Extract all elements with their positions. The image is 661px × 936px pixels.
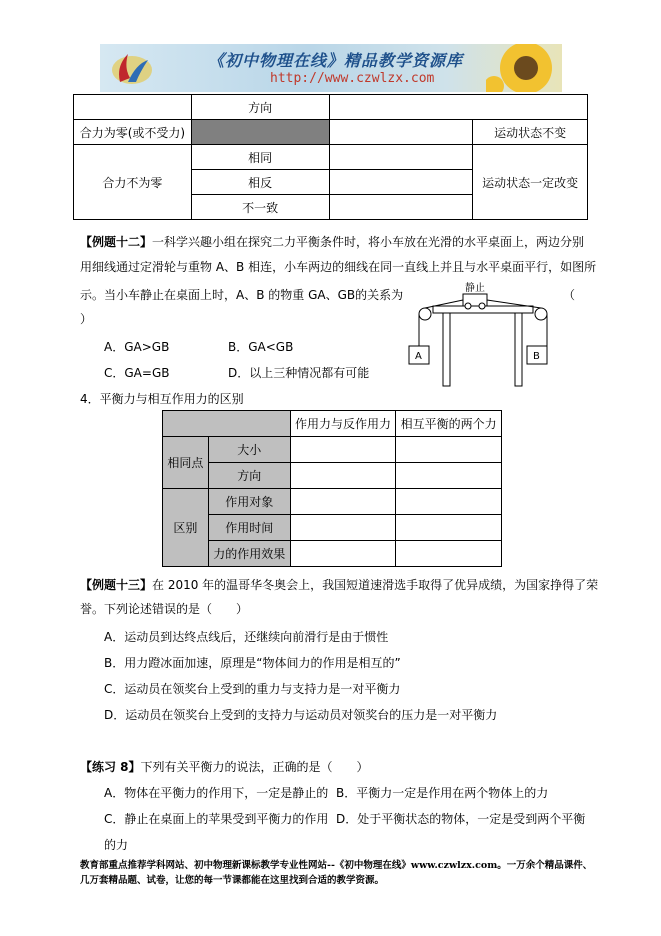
banner-title: 《初中物理在线》精品教学资源库: [208, 51, 464, 70]
section4-title: 4．平衡力与相互作用力的区别: [80, 392, 244, 406]
header-banner: [100, 44, 562, 92]
figure-weight-a: A: [415, 351, 422, 362]
nonzero-force-label: 合力不为零: [74, 145, 192, 220]
col-action-reaction: 作用力与反作用力: [290, 411, 396, 437]
empty-cell: [329, 95, 588, 120]
paren-open: （: [563, 288, 576, 302]
empty-cell: [329, 195, 473, 220]
figure-weight-b: B: [533, 351, 540, 362]
empty-cell: [290, 489, 396, 515]
dir-different: 不一致: [191, 195, 329, 220]
same-group-label: 相同点: [163, 437, 209, 489]
example12-option-b: B．GA<GB: [228, 340, 294, 354]
example12-option-a: A．GA>GB: [104, 340, 170, 354]
empty-cell: [290, 515, 396, 541]
sunflower-icon: [486, 44, 556, 92]
nonzero-force-result: 运动状态一定改变: [473, 145, 588, 220]
exercise8-option-d: D．处于平衡状态的物体，一定是受到两个平衡: [336, 812, 586, 826]
example13-option-d: D．运动员在领奖台上受到的支持力与运动员对领奖台的压力是一对平衡力: [104, 708, 498, 722]
empty-cell: [290, 463, 396, 489]
zero-force-result: 运动状态不变: [473, 120, 588, 145]
row-time: 作用时间: [208, 515, 290, 541]
example12-line2: 用细线通过定滑轮与重物 A、B 相连，小车两边的细线在同一直线上并且与水平桌面平行，如图所: [80, 260, 597, 274]
example12-option-d: D．以上三种情况都有可能: [228, 366, 370, 380]
net-force-table: [73, 94, 588, 220]
exercise8-option-a: A．物体在平衡力的作用下，一定是静止的: [104, 786, 329, 800]
empty-cell: [329, 145, 473, 170]
exercise8-option-d-cont: 的力: [104, 838, 129, 852]
dir-opposite: 相反: [191, 170, 329, 195]
row-direction: 方向: [208, 463, 290, 489]
example13-line1: 【例题十三】在 2010 年的温哥华冬奥会上，我国短道速滑选手取得了优异成绩，为国家挣得了荣: [80, 578, 599, 592]
corner-cell: [163, 411, 291, 437]
direction-header: 方向: [191, 95, 329, 120]
exercise8-option-b: B．平衡力一定是作用在两个物体上的力: [336, 786, 549, 800]
empty-cell: [329, 120, 473, 145]
example12-option-c: C．GA=GB: [104, 366, 170, 380]
empty-cell: [290, 541, 396, 567]
gray-cell: [191, 120, 329, 145]
dir-same: 相同: [191, 145, 329, 170]
exercise8-line1: 【练习 8】下列有关平衡力的说法，正确的是（ ）: [80, 760, 369, 774]
empty-cell: [329, 170, 473, 195]
example13-option-c: C．运动员在领奖台上受到的重力与支持力是一对平衡力: [104, 682, 401, 696]
row-object: 作用对象: [208, 489, 290, 515]
example12-line3: 示。当小车静止在桌面上时，A、B 的物重 GA、GB的关系为: [80, 288, 404, 302]
row-effect: 力的作用效果: [208, 541, 290, 567]
empty-cell: [396, 541, 502, 567]
footer-line1: 教育部重点推荐学科网站、初中物理新课标教学专业性网站--《初中物理在线》www.czwlzx.com。一万余个精品课件、: [80, 860, 593, 871]
example13-line2: 誉。下列论述错误的是（ ）: [80, 602, 249, 616]
figure-static-label: 静止: [465, 283, 485, 294]
empty-cell: [290, 437, 396, 463]
empty-cell: [396, 463, 502, 489]
example13-option-a: A．运动员到达终点线后，还继续向前滑行是由于惯性: [104, 630, 389, 644]
banner-url[interactable]: http://www.czwlzx.com: [270, 71, 435, 86]
force-comparison-table: [162, 410, 502, 567]
diff-group-label: 区别: [163, 489, 209, 567]
empty-cell: [396, 437, 502, 463]
row-size: 大小: [208, 437, 290, 463]
exercise8-option-c: C．静止在桌面上的苹果受到平衡力的作用: [104, 812, 329, 826]
col-balanced-forces: 相互平衡的两个力: [396, 411, 502, 437]
empty-cell: [74, 95, 192, 120]
zero-force-label: 合力为零(或不受力): [74, 120, 192, 145]
empty-cell: [396, 489, 502, 515]
pulley-figure: [403, 282, 553, 388]
footer-line2: 几万套精品题、试卷，让您的每一节课都能在这里找到合适的教学资源。: [80, 875, 385, 886]
site-logo-icon: [106, 48, 154, 88]
paren-close: ）: [80, 312, 93, 326]
example12-line1: 【例题十二】一科学兴趣小组在探究二力平衡条件时，将小车放在光滑的水平桌面上，两边分别: [80, 235, 585, 249]
example13-option-b: B．用力蹬冰面加速，原理是“物体间力的作用是相互的”: [104, 656, 401, 670]
empty-cell: [396, 515, 502, 541]
